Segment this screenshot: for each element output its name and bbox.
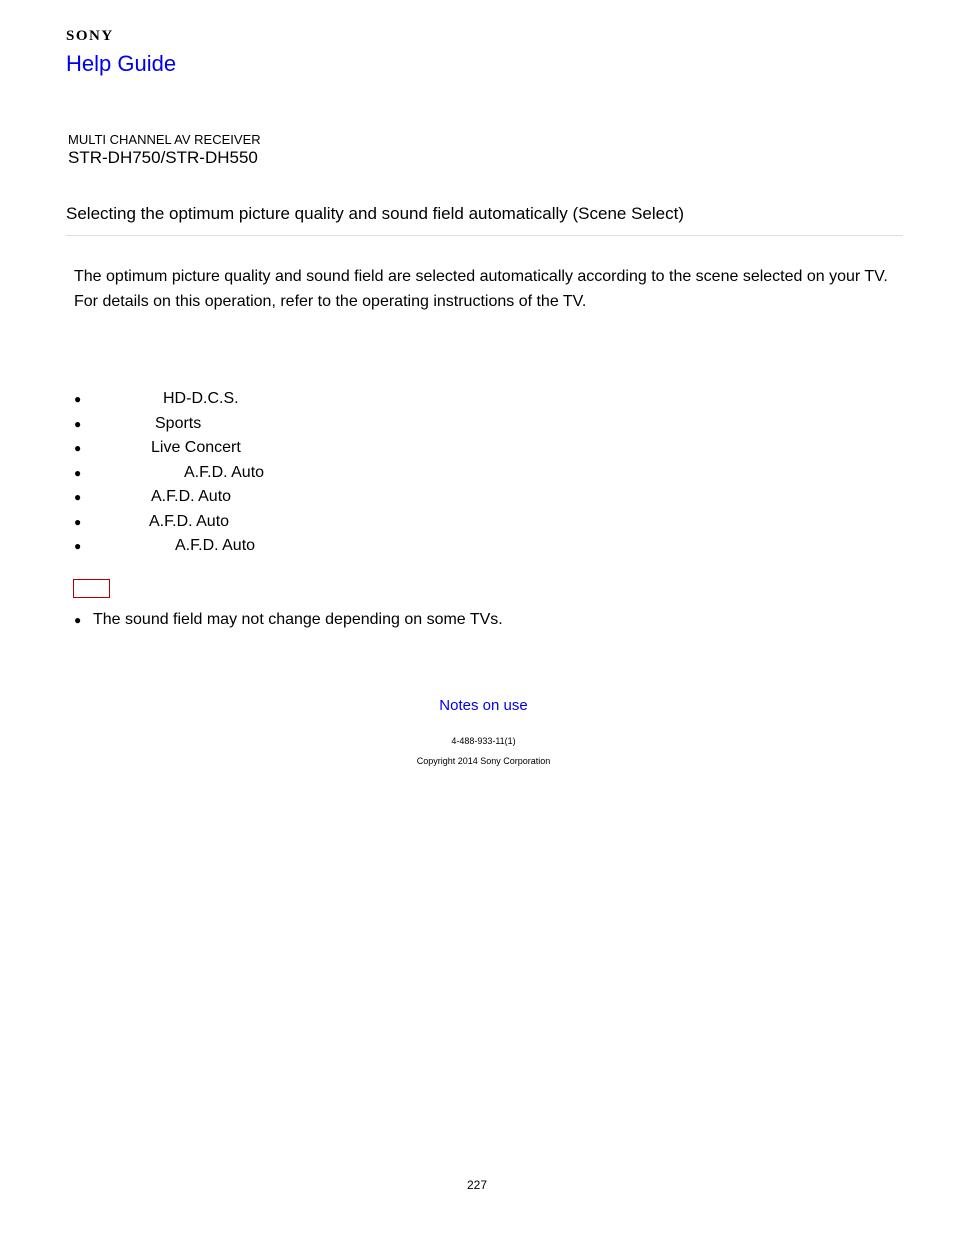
sound-field-value: A.F.D. Auto [175, 537, 256, 554]
page-title: Selecting the optimum picture quality and sound field automatically (Scene Select) [66, 204, 685, 223]
bullet-icon: ● [74, 490, 82, 504]
notes-on-use-link[interactable]: Notes on use [439, 697, 528, 714]
intro-paragraph: For details on this operation, refer to the operating instructions of the TV. [74, 292, 587, 310]
note-text: The sound field may not change depending on some TVs. [93, 611, 503, 628]
list-item [74, 608, 503, 632]
note-label-box [73, 579, 110, 598]
title-divider [66, 235, 903, 236]
sound-field-value: A.F.D. Auto [149, 512, 230, 530]
bullet-icon: ● [74, 514, 82, 529]
help-guide-link[interactable]: Help Guide [66, 51, 177, 76]
intro-paragraph: The optimum picture quality and sound field are selected automatically according to the scene selected on your TV. [74, 268, 888, 285]
copyright: Copyright 2014 Sony Corporation [416, 756, 551, 766]
bullet-icon: ● [74, 392, 82, 406]
sound-field-value: Sports [155, 414, 202, 432]
bullet-icon: ● [74, 416, 82, 431]
sony-logo: SONY [66, 28, 114, 44]
model-name: STR-DH750/STR-DH550 [68, 148, 258, 167]
intro-text [74, 265, 892, 314]
product-category: MULTI CHANNEL AV RECEIVER [68, 132, 261, 147]
bullet-icon: ● [74, 613, 82, 627]
sound-field-value: A.F.D. Auto [184, 463, 265, 481]
sound-field-value: HD-D.C.S. [163, 390, 239, 407]
document-number: 4-488-933-11(1) [451, 736, 516, 746]
related-topics [0, 697, 954, 714]
sound-field-value: Live Concert [151, 439, 241, 456]
sound-field-value: A.F.D. Auto [151, 488, 232, 505]
bullet-icon: ● [74, 465, 82, 480]
bullet-icon: ● [74, 441, 82, 455]
bullet-icon: ● [74, 539, 82, 553]
note-list [74, 608, 503, 632]
page-number: 227 [466, 1178, 488, 1192]
